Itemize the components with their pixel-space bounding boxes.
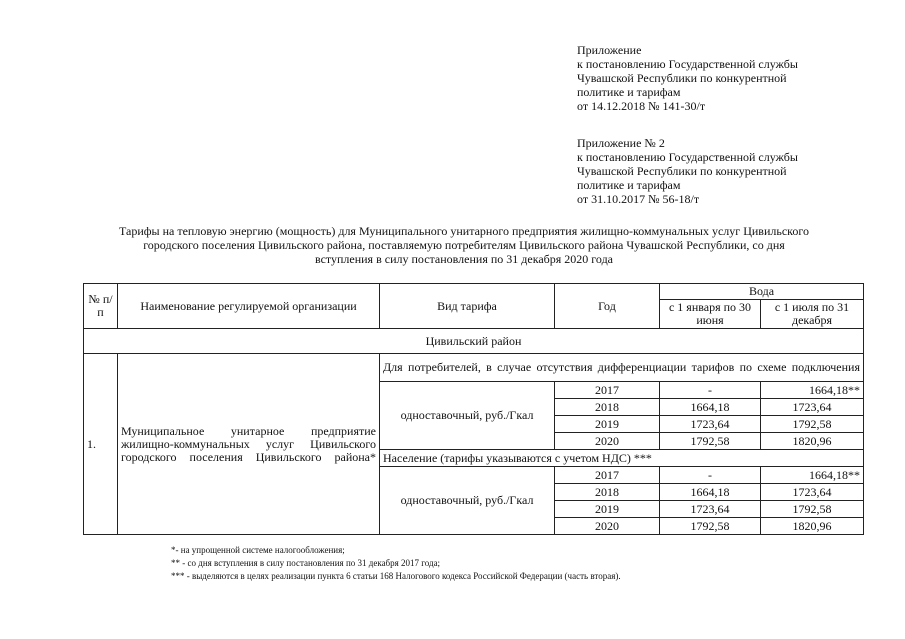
title-line: вступления в силу постановления по 31 декабря 2020 года xyxy=(314,252,614,266)
year-cell: 2020 xyxy=(555,433,660,450)
tariff-type-cell: одноставочный, руб./Гкал xyxy=(380,467,555,535)
year-cell: 2018 xyxy=(555,484,660,501)
appendix-1-line: от 14.12.2018 № 141-30/т xyxy=(577,99,706,113)
title-line: городского поселения Цивильского района, поставляемую потребителям Цивильского района Чувашской Республики, со дня xyxy=(143,238,785,252)
appendix-block-1 xyxy=(577,43,877,113)
h2-value-cell: 1820,96 xyxy=(761,433,864,450)
h2-value-cell: 1664,18** xyxy=(761,467,864,484)
h1-value-cell: 1792,58 xyxy=(660,433,761,450)
appendix-2-line: Чувашской Республики по конкурентной xyxy=(577,164,787,178)
footnote: *** - выделяются в целях реализации пункта 6 статьи 168 Налогового кодекса Российской Федерации (часть вторая). xyxy=(171,571,621,581)
header-period-1: с 1 января по 30 июня xyxy=(660,300,761,329)
h2-value-cell: 1792,58 xyxy=(761,416,864,433)
year-cell: 2017 xyxy=(555,467,660,484)
tariff-table xyxy=(83,283,864,535)
tariff-type-cell: одноставочный, руб./Гкал xyxy=(380,382,555,450)
header-organization: Наименование регулируемой организации xyxy=(118,284,380,329)
footnote: ** - со дня вступления в силу постановления по 31 декабря 2017 года; xyxy=(171,558,441,568)
footnotes xyxy=(171,544,811,583)
header-year: Год xyxy=(555,284,660,329)
row-number: 1. xyxy=(84,354,118,535)
appendix-1-line: к постановлению Государственной службы xyxy=(577,57,798,71)
appendix-2-line: политике и тарифам xyxy=(577,178,681,192)
h2-value-cell: 1664,18** xyxy=(761,382,864,399)
h1-value-cell: 1723,64 xyxy=(660,501,761,518)
year-cell: 2017 xyxy=(555,382,660,399)
appendix-2-line: Приложение № 2 xyxy=(577,136,665,150)
header-num: № п/п xyxy=(84,284,118,329)
organization-name: Муниципальное унитарное предприятие жилищно-коммунальных услуг Цивильского городского поселения Цивильского района* xyxy=(118,354,380,535)
title-line: Тарифы на тепловую энергию (мощность) для Муниципального унитарного предприятия жилищно-коммунальных услуг Цивильского xyxy=(118,224,810,238)
h2-value-cell: 1792,58 xyxy=(761,501,864,518)
h1-value-cell: 1664,18 xyxy=(660,484,761,501)
header-water: Вода xyxy=(660,284,864,300)
region-name: Цивильский район xyxy=(84,329,864,354)
appendix-1-line: Чувашской Республики по конкурентной xyxy=(577,71,787,85)
h2-value-cell: 1723,64 xyxy=(761,399,864,416)
condition-general: Для потребителей, в случае отсутствия дифференциации тарифов по схеме подключения xyxy=(380,354,864,382)
header-tariff-type: Вид тарифа xyxy=(380,284,555,329)
year-cell: 2019 xyxy=(555,501,660,518)
condition-population: Население (тарифы указываются с учетом НДС) *** xyxy=(380,450,864,467)
year-cell: 2020 xyxy=(555,518,660,535)
appendix-block-2 xyxy=(577,136,877,206)
h1-value-cell: 1664,18 xyxy=(660,399,761,416)
appendix-1-line: Приложение xyxy=(577,43,642,57)
appendix-2-line: к постановлению Государственной службы xyxy=(577,150,798,164)
h1-value-cell: - xyxy=(660,382,761,399)
h1-value-cell: 1723,64 xyxy=(660,416,761,433)
h1-value-cell: 1792,58 xyxy=(660,518,761,535)
header-period-2: с 1 июля по 31 декабря xyxy=(761,300,864,329)
year-cell: 2018 xyxy=(555,399,660,416)
footnote: *- на упрощенной системе налогообложения; xyxy=(171,545,345,555)
h2-value-cell: 1723,64 xyxy=(761,484,864,501)
year-cell: 2019 xyxy=(555,416,660,433)
appendix-2-line: от 31.10.2017 № 56-18/т xyxy=(577,192,700,206)
h1-value-cell: - xyxy=(660,467,761,484)
document-title xyxy=(84,224,844,266)
h2-value-cell: 1820,96 xyxy=(761,518,864,535)
appendix-1-line: политике и тарифам xyxy=(577,85,681,99)
